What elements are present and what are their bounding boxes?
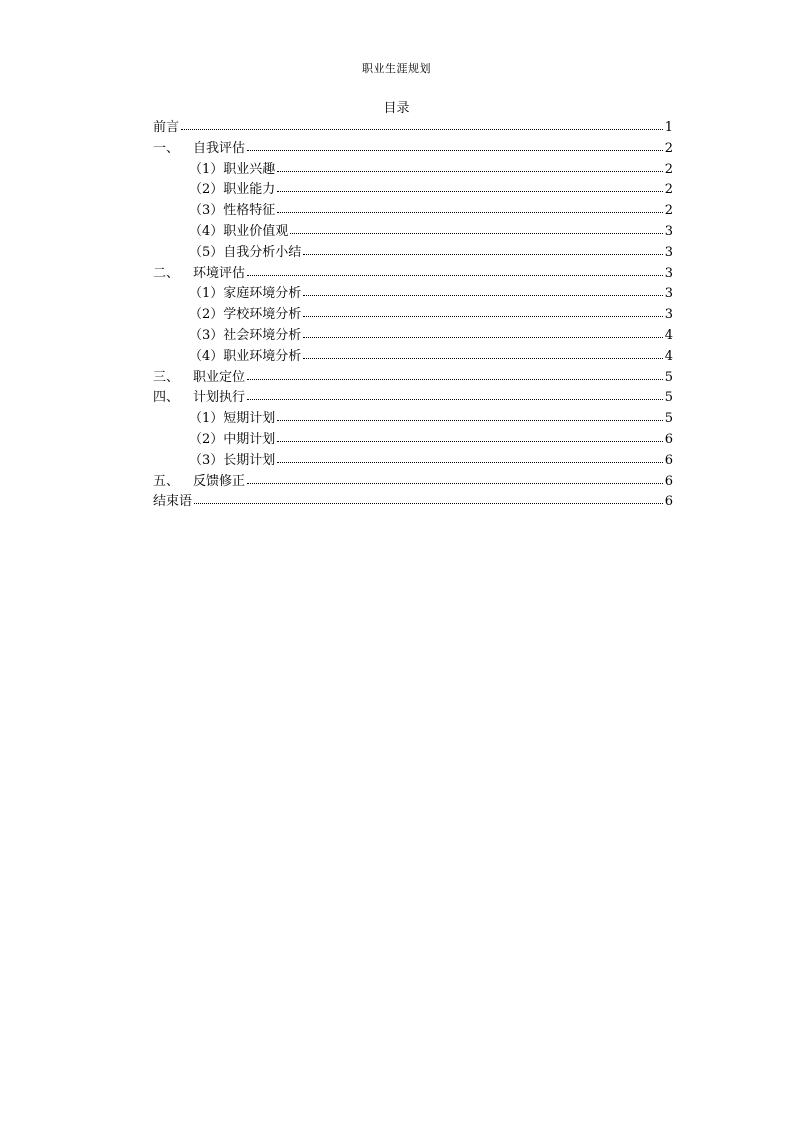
toc-entry-label: （2）学校环境分析 xyxy=(189,307,302,323)
dot-leader xyxy=(303,294,662,296)
toc-entry-label: 前言 xyxy=(153,120,180,135)
toc-entry[interactable] xyxy=(153,180,673,201)
toc-entry[interactable] xyxy=(153,139,673,160)
toc-entry-label: （3）性格特征 xyxy=(189,203,276,219)
toc-entry[interactable] xyxy=(153,305,673,326)
toc-entry-label: 自我评估 xyxy=(193,140,246,156)
toc-entry-page-number: 1 xyxy=(664,120,673,135)
toc-entry-number: 三、 xyxy=(153,369,180,385)
toc-entry-label: （5）自我分析小结 xyxy=(189,244,302,260)
toc-entry-label: 结束语 xyxy=(153,494,193,510)
toc-entry[interactable] xyxy=(153,326,673,347)
toc-entry[interactable] xyxy=(153,472,673,493)
toc-entry[interactable] xyxy=(153,347,673,368)
toc-entry[interactable] xyxy=(153,264,673,285)
table-of-contents xyxy=(153,118,673,513)
toc-entry-label: 环境评估 xyxy=(193,265,246,281)
toc-entry-page-number: 4 xyxy=(664,327,673,343)
toc-entry-label: （3）社会环境分析 xyxy=(189,327,302,343)
toc-entry[interactable] xyxy=(153,388,673,409)
dot-leader xyxy=(247,378,663,380)
toc-entry-number: 五、 xyxy=(153,473,180,489)
dot-leader xyxy=(303,315,662,317)
toc-entry-page-number: 6 xyxy=(664,431,673,447)
toc-entry[interactable] xyxy=(153,160,673,181)
toc-entry[interactable] xyxy=(153,451,673,472)
toc-entry-number: 一、 xyxy=(153,140,180,156)
toc-entry-number: 二、 xyxy=(153,265,180,281)
toc-entry-page-number: 3 xyxy=(664,286,673,302)
toc-entry-label: （1）短期计划 xyxy=(189,411,276,427)
toc-entry[interactable] xyxy=(153,430,673,451)
dot-leader xyxy=(247,274,663,276)
toc-entry[interactable] xyxy=(153,492,673,513)
dot-leader xyxy=(194,502,663,504)
toc-entry-page-number: 6 xyxy=(664,452,673,468)
toc-entry-page-number: 3 xyxy=(664,265,673,281)
toc-entry-page-number: 2 xyxy=(664,182,673,198)
dot-leader xyxy=(247,398,663,400)
toc-entry-page-number: 2 xyxy=(664,203,673,219)
toc-entry-page-number: 6 xyxy=(664,494,673,510)
dot-leader xyxy=(290,232,662,234)
toc-entry-label: 职业定位 xyxy=(193,369,246,385)
toc-entry-page-number: 4 xyxy=(664,348,673,364)
toc-entry-label: （1）家庭环境分析 xyxy=(189,286,302,302)
toc-entry-page-number: 2 xyxy=(664,161,673,177)
toc-entry-label: 计划执行 xyxy=(193,390,246,406)
toc-entry[interactable] xyxy=(153,409,673,430)
toc-entry[interactable] xyxy=(153,201,673,222)
dot-leader xyxy=(277,440,662,442)
toc-entry-page-number: 3 xyxy=(664,244,673,260)
toc-entry-number: 四、 xyxy=(153,390,180,406)
toc-entry-page-number: 5 xyxy=(664,369,673,385)
toc-entry-page-number: 5 xyxy=(664,411,673,427)
dot-leader xyxy=(277,170,662,172)
toc-entry-label: （3）长期计划 xyxy=(189,452,276,468)
dot-leader xyxy=(277,190,662,192)
toc-entry-label: （4）职业价值观 xyxy=(189,223,289,239)
dot-leader xyxy=(303,253,662,255)
dot-leader xyxy=(181,128,663,130)
dot-leader xyxy=(277,211,662,213)
dot-leader xyxy=(277,419,662,421)
toc-entry[interactable] xyxy=(153,222,673,243)
toc-entry-label: （4）职业环境分析 xyxy=(189,348,302,364)
toc-entry[interactable] xyxy=(153,118,673,139)
toc-entry[interactable] xyxy=(153,368,673,389)
toc-entry-label: （1）职业兴趣 xyxy=(189,161,276,177)
dot-leader xyxy=(303,336,662,338)
toc-entry-page-number: 3 xyxy=(664,223,673,239)
toc-entry-page-number: 2 xyxy=(664,140,673,156)
toc-entry-page-number: 3 xyxy=(664,307,673,323)
dot-leader xyxy=(303,357,662,359)
page-header: 职业生涯规划 xyxy=(362,62,431,75)
toc-entry-label: （2）中期计划 xyxy=(189,431,276,447)
toc-entry[interactable] xyxy=(153,284,673,305)
toc-title: 目录 xyxy=(383,101,410,116)
toc-entry-label: （2）职业能力 xyxy=(189,182,276,198)
dot-leader xyxy=(247,149,663,151)
toc-entry-page-number: 5 xyxy=(664,390,673,406)
dot-leader xyxy=(247,482,663,484)
dot-leader xyxy=(277,461,662,463)
toc-entry-label: 反馈修正 xyxy=(193,473,246,489)
toc-entry[interactable] xyxy=(153,243,673,264)
toc-entry-page-number: 6 xyxy=(664,473,673,489)
